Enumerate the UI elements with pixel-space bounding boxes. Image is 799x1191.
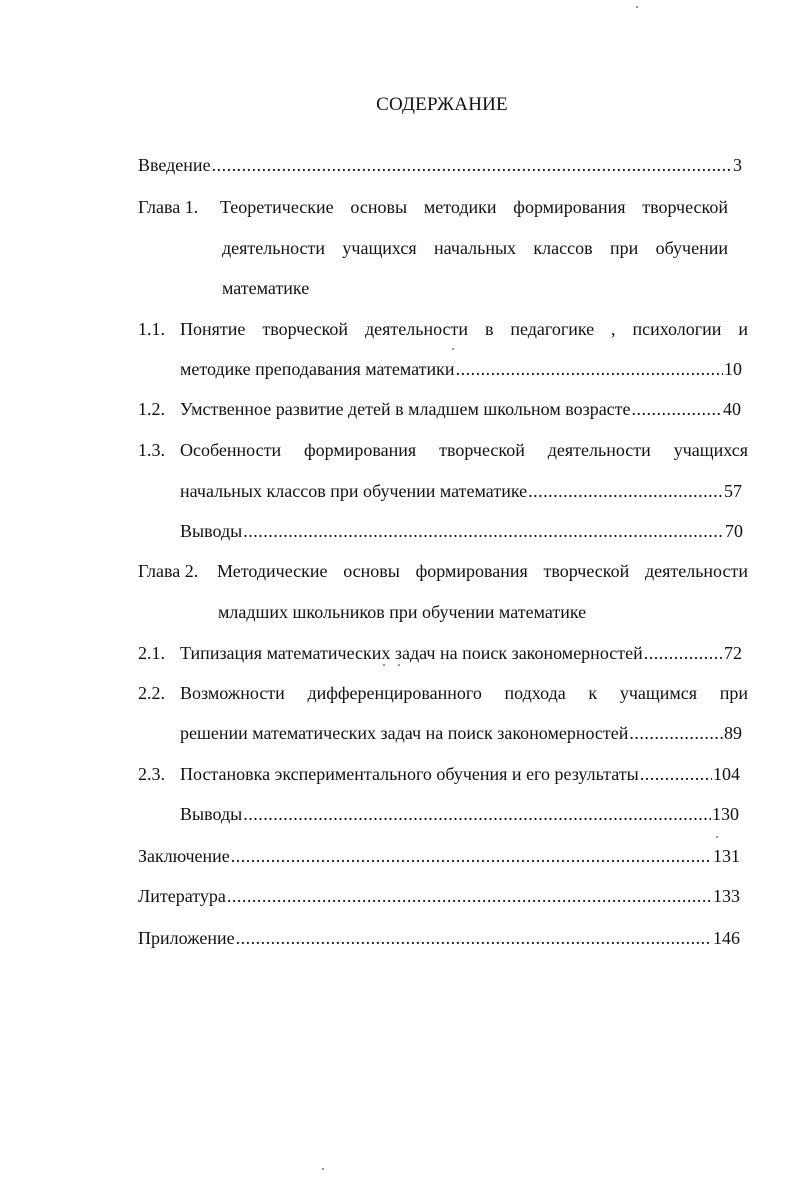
section-number: 1.2.: [138, 399, 165, 419]
scan-speck: [383, 664, 385, 666]
toc-label: Литература: [138, 886, 226, 906]
chapter-2-title-line2: младших школьников при обучении математике: [218, 602, 587, 622]
section-number: 2.3.: [138, 764, 165, 784]
chapter-1-title-line2: деятельности учащихся начальных классов при обучении: [222, 238, 728, 258]
toc-entry-1-1: [180, 358, 742, 380]
leader-dots: [243, 803, 711, 825]
leader-dots: [644, 642, 723, 664]
leader-dots: [243, 520, 724, 542]
toc-page-number: 70: [725, 521, 743, 541]
chapter-2-prefix: Глава 2.: [138, 561, 199, 581]
chapter-1-title-line3: математике: [222, 278, 310, 298]
scan-speck: [452, 348, 454, 350]
toc-page-number: 131: [713, 846, 740, 866]
toc-entry-appendix: [138, 927, 740, 949]
toc-entry-1-2: [180, 398, 741, 420]
toc-label: Выводы: [180, 521, 243, 541]
toc-page-number: 3: [733, 155, 742, 175]
scan-speck: [398, 664, 400, 666]
leader-dots: [632, 398, 722, 420]
toc-label: Типизация математических задач на поиск закономерностей: [180, 643, 643, 663]
toc-label: начальных классов при обучении математике: [180, 481, 528, 501]
toc-entry-1-3: [180, 480, 742, 502]
toc-label: Постановка экспериментального обучения и его результаты: [180, 764, 639, 784]
toc-label: Умственное развитие детей в младшем школьном возрасте: [180, 399, 631, 419]
leader-dots: [629, 722, 723, 744]
toc-entry-literature: [138, 885, 740, 907]
toc-page-number: 146: [713, 928, 740, 948]
leader-dots: [227, 885, 712, 907]
toc-label: решении математических задач на поиск закономерностей: [180, 723, 629, 743]
toc-entry-2-1: [180, 642, 742, 664]
toc-label: Приложение: [138, 928, 235, 948]
toc-label: Введение: [138, 155, 211, 175]
toc-label: Заключение: [138, 846, 230, 866]
toc-entry-2-2: [180, 722, 742, 744]
toc-page-number: 89: [724, 723, 742, 743]
leader-dots: [456, 358, 723, 380]
section-1-3-title-line1: Особенности формирования творческой деятельности учащихся: [180, 440, 748, 460]
section-1-1-title-line1: Понятие творческой деятельности в педагогике , психологии и: [180, 319, 748, 339]
toc-entry-intro: [138, 154, 742, 176]
leader-dots: [528, 480, 723, 502]
section-number: 2.1.: [138, 643, 165, 663]
chapter-2-title-line1: Методические основы формирования творческой деятельности: [217, 561, 748, 581]
toc-label: методике преподавания математики: [180, 359, 455, 379]
chapter-1-prefix: Глава 1.: [138, 197, 199, 217]
leader-dots: [212, 154, 732, 176]
section-2-2-title-line1: Возможности дифференцированного подхода к учащимся при: [180, 683, 748, 703]
section-number: 1.3.: [138, 440, 165, 460]
toc-label: Выводы: [180, 804, 243, 824]
scan-speck: [322, 1168, 324, 1170]
leader-dots: [640, 763, 712, 785]
chapter-1-title-line1: Теоретические основы методики формирования творческой: [220, 197, 728, 217]
toc-page-number: 10: [724, 359, 742, 379]
toc-page-number: 72: [724, 643, 742, 663]
scan-speck: [716, 836, 718, 838]
toc-entry-conclusion: [138, 845, 740, 867]
toc-page-number: 130: [712, 804, 739, 824]
toc-entry-conclusions-1: [180, 520, 743, 542]
toc-entry-2-3: [180, 763, 740, 785]
section-number: 2.2.: [138, 683, 165, 703]
page-title: СОДЕРЖАНИЕ: [376, 94, 508, 115]
toc-page-number: 133: [713, 886, 740, 906]
toc-entry-conclusions-2: [180, 803, 739, 825]
leader-dots: [231, 845, 712, 867]
section-number: 1.1.: [138, 319, 165, 339]
leader-dots: [236, 927, 712, 949]
toc-page-number: 104: [713, 764, 740, 784]
toc-page-number: 57: [724, 481, 742, 501]
scan-speck: [636, 6, 638, 8]
toc-page-number: 40: [723, 399, 741, 419]
